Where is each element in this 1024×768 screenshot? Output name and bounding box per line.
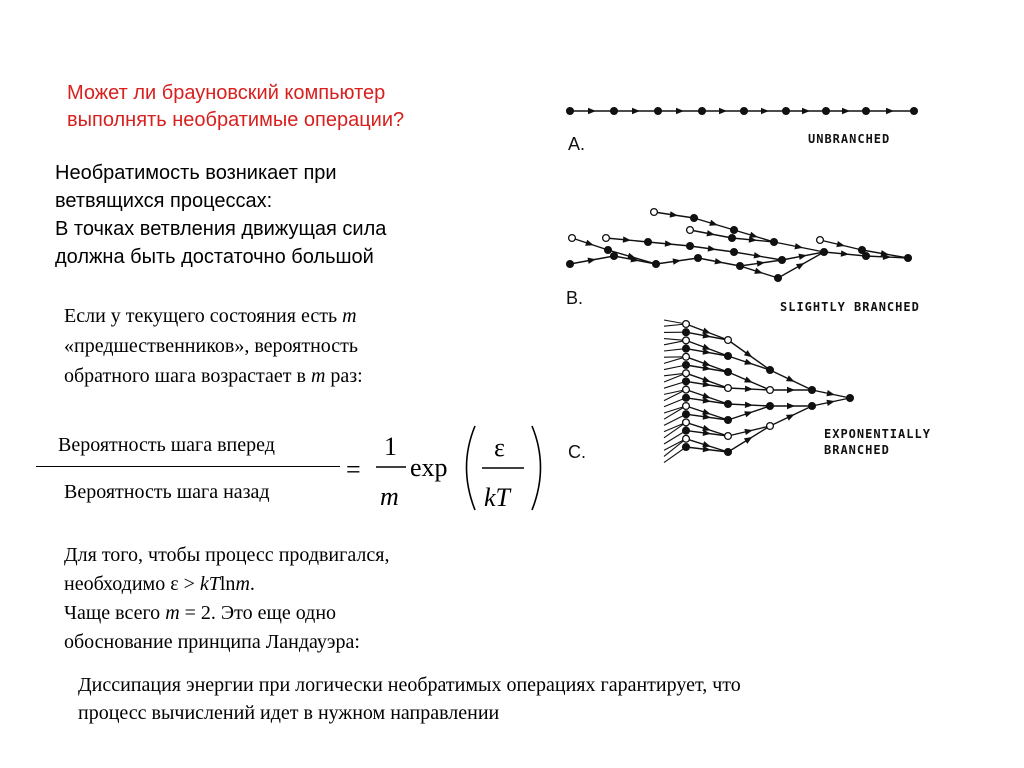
- arrowhead: [881, 250, 889, 256]
- if-line-3-end: раз:: [325, 365, 363, 387]
- arrowhead: [842, 108, 850, 114]
- forward-line-2-text: необходимо ε >: [64, 573, 200, 595]
- arrowhead: [676, 108, 684, 114]
- state-node: [569, 235, 576, 242]
- exponentially-branched-tree: [664, 320, 853, 463]
- state-node: [683, 362, 690, 369]
- arrowhead: [749, 232, 758, 238]
- state-node: [683, 353, 690, 360]
- state-node: [567, 261, 574, 268]
- state-node: [725, 369, 732, 376]
- forward-line-3-text: Чаще всего: [64, 602, 166, 624]
- arrowhead: [787, 403, 795, 409]
- arrowhead: [702, 360, 711, 366]
- label-exponentially: EXPONENTIALLY: [824, 427, 931, 441]
- forward-line-3: [64, 599, 524, 628]
- arrowhead: [786, 414, 795, 420]
- state-node: [651, 209, 658, 216]
- state-node: [683, 370, 690, 377]
- irrev-line-3: В точках ветвления движущая сила: [55, 218, 387, 240]
- state-node: [725, 433, 732, 440]
- arrowhead: [745, 402, 753, 408]
- arrowhead: [702, 344, 711, 350]
- arrowhead: [761, 108, 769, 114]
- state-node: [767, 387, 774, 394]
- state-node: [767, 423, 774, 430]
- arrowhead: [719, 108, 727, 114]
- state-node: [683, 386, 690, 393]
- state-node: [847, 395, 854, 402]
- irreversibility-text: [55, 159, 495, 271]
- irrev-line-4: должна быть достаточно большой: [55, 246, 374, 268]
- arrowhead: [886, 108, 894, 114]
- slightly-branched-tree: [567, 209, 912, 282]
- arrowhead: [796, 263, 805, 270]
- arrowhead: [754, 268, 763, 274]
- state-node: [699, 108, 706, 115]
- state-node: [695, 255, 702, 262]
- arrowhead: [670, 211, 678, 217]
- state-node: [605, 247, 612, 254]
- state-node: [687, 243, 694, 250]
- formula-kT: kT: [484, 483, 510, 512]
- forward-line-2-m: m: [235, 573, 250, 595]
- state-node: [683, 435, 690, 442]
- arrowhead: [802, 108, 810, 114]
- state-node: [653, 261, 660, 268]
- if-line-1: [64, 301, 484, 331]
- state-node: [911, 108, 918, 115]
- arrowhead: [744, 359, 753, 365]
- formula-equals: =: [346, 455, 361, 484]
- state-node: [683, 329, 690, 336]
- arrowhead: [708, 245, 716, 251]
- forward-condition-text: [64, 541, 524, 657]
- state-node: [691, 215, 698, 222]
- state-node: [683, 403, 690, 410]
- state-node: [683, 345, 690, 352]
- state-node: [725, 337, 732, 344]
- arrowhead: [826, 400, 834, 406]
- arrowhead: [794, 243, 802, 249]
- state-node: [725, 353, 732, 360]
- if-line-3: [64, 361, 484, 391]
- prob-backward: Вероятность шага назад: [64, 481, 270, 503]
- formula-left-paren: [467, 426, 476, 510]
- state-node: [725, 417, 732, 424]
- formula-one: 1: [384, 432, 397, 461]
- formula-right-paren: [532, 426, 541, 510]
- state-node: [809, 403, 816, 410]
- state-node: [767, 403, 774, 410]
- state-node: [771, 239, 778, 246]
- state-node: [737, 263, 744, 270]
- fraction-line: [36, 466, 340, 467]
- state-node: [775, 275, 782, 282]
- state-node: [731, 249, 738, 256]
- label-a: A.: [568, 134, 586, 154]
- if-line-2: «предшественников», вероятность: [64, 335, 359, 357]
- state-node: [725, 385, 732, 392]
- formula-exp: exp: [410, 453, 448, 482]
- label-b: B.: [566, 288, 584, 308]
- prob-forward: Вероятность шага вперед: [58, 434, 275, 456]
- dissip-line-2: процесс вычислений идет в нужном направлении: [78, 702, 500, 724]
- arrowhead: [588, 108, 596, 114]
- arrowhead: [757, 260, 765, 266]
- arrowhead: [627, 253, 636, 259]
- arrowhead: [673, 258, 681, 264]
- arrowhead: [744, 411, 753, 417]
- label-branched: BRANCHED: [824, 443, 890, 457]
- state-node: [603, 235, 610, 242]
- state-node: [683, 337, 690, 344]
- irrev-line-2: ветвящихся процессах:: [55, 190, 273, 212]
- if-line-3-text: обратного шага возрастает в: [64, 365, 311, 387]
- formula-epsilon: ε: [494, 433, 505, 462]
- unbranched-chain: [567, 108, 918, 115]
- arrowhead: [826, 390, 834, 396]
- state-node: [741, 108, 748, 115]
- state-node: [767, 367, 774, 374]
- state-node: [817, 237, 824, 244]
- arrowhead: [706, 230, 714, 236]
- state-node: [905, 255, 912, 262]
- dissipation-text: [78, 671, 978, 727]
- forward-line-2-dot: .: [249, 573, 255, 595]
- state-node: [725, 449, 732, 456]
- state-node: [725, 401, 732, 408]
- state-node: [645, 239, 652, 246]
- label-slightly-branched: SLIGHTLY BRANCHED: [780, 300, 920, 314]
- state-node: [779, 257, 786, 264]
- formula: [340, 420, 550, 520]
- label-c: C.: [568, 442, 586, 462]
- state-node: [683, 444, 690, 451]
- state-node: [809, 387, 816, 394]
- state-node: [655, 108, 662, 115]
- state-node: [823, 108, 830, 115]
- forward-line-4: обоснование принципа Ландауэра:: [64, 631, 360, 653]
- if-line-3-var: m: [310, 365, 326, 387]
- arrowhead: [744, 376, 753, 382]
- state-node: [683, 321, 690, 328]
- state-node: [863, 108, 870, 115]
- title-line-1: Может ли брауновский компьютер: [67, 82, 386, 104]
- arrowhead: [632, 108, 640, 114]
- arrowhead: [744, 350, 752, 357]
- slide-title: [67, 80, 527, 134]
- state-node: [821, 249, 828, 256]
- forward-line-2-ln: ln: [219, 573, 236, 595]
- forward-line-3-end: = 2. Это еще одно: [179, 602, 337, 624]
- label-unbranched: UNBRANCHED: [808, 132, 891, 146]
- forward-line-1: Для того, чтобы процесс продвигался,: [64, 544, 390, 566]
- if-line-1-text: Если у текущего состояния есть: [64, 305, 343, 327]
- forward-line-3-var: m: [165, 602, 180, 624]
- arrowhead: [714, 258, 722, 264]
- arrowhead: [744, 437, 752, 444]
- arrowhead: [587, 258, 595, 264]
- forward-line-2-k: kT: [199, 573, 220, 595]
- state-node: [731, 227, 738, 234]
- state-node: [783, 108, 790, 115]
- arrowhead: [702, 328, 711, 334]
- state-node: [611, 253, 618, 260]
- arrowhead: [745, 386, 753, 392]
- state-node: [859, 247, 866, 254]
- predecessors-text: [64, 301, 484, 391]
- state-node: [729, 235, 736, 242]
- state-node: [683, 394, 690, 401]
- arrowhead: [585, 240, 594, 246]
- arrowhead: [787, 387, 795, 393]
- state-node: [611, 108, 618, 115]
- arrowhead: [786, 375, 795, 381]
- formula-m: m: [380, 482, 399, 511]
- arrowhead: [754, 252, 762, 258]
- state-node: [683, 378, 690, 385]
- state-node: [683, 411, 690, 418]
- state-node: [683, 427, 690, 434]
- arrowhead: [798, 254, 806, 260]
- title-line-2: выполнять необратимые операции?: [67, 109, 405, 131]
- state-node: [567, 108, 574, 115]
- dissip-line-1: Диссипация энергии при логически необратимых операциях гарантирует, что: [78, 674, 741, 696]
- state-node: [687, 227, 694, 234]
- forward-line-2: [64, 570, 524, 599]
- state-node: [683, 419, 690, 426]
- if-line-1-var: m: [342, 305, 357, 327]
- irrev-line-1: Необратимость возникает при: [55, 162, 337, 184]
- arrowhead: [702, 376, 711, 382]
- branching-diagram: [556, 92, 976, 472]
- arrowhead: [709, 220, 718, 226]
